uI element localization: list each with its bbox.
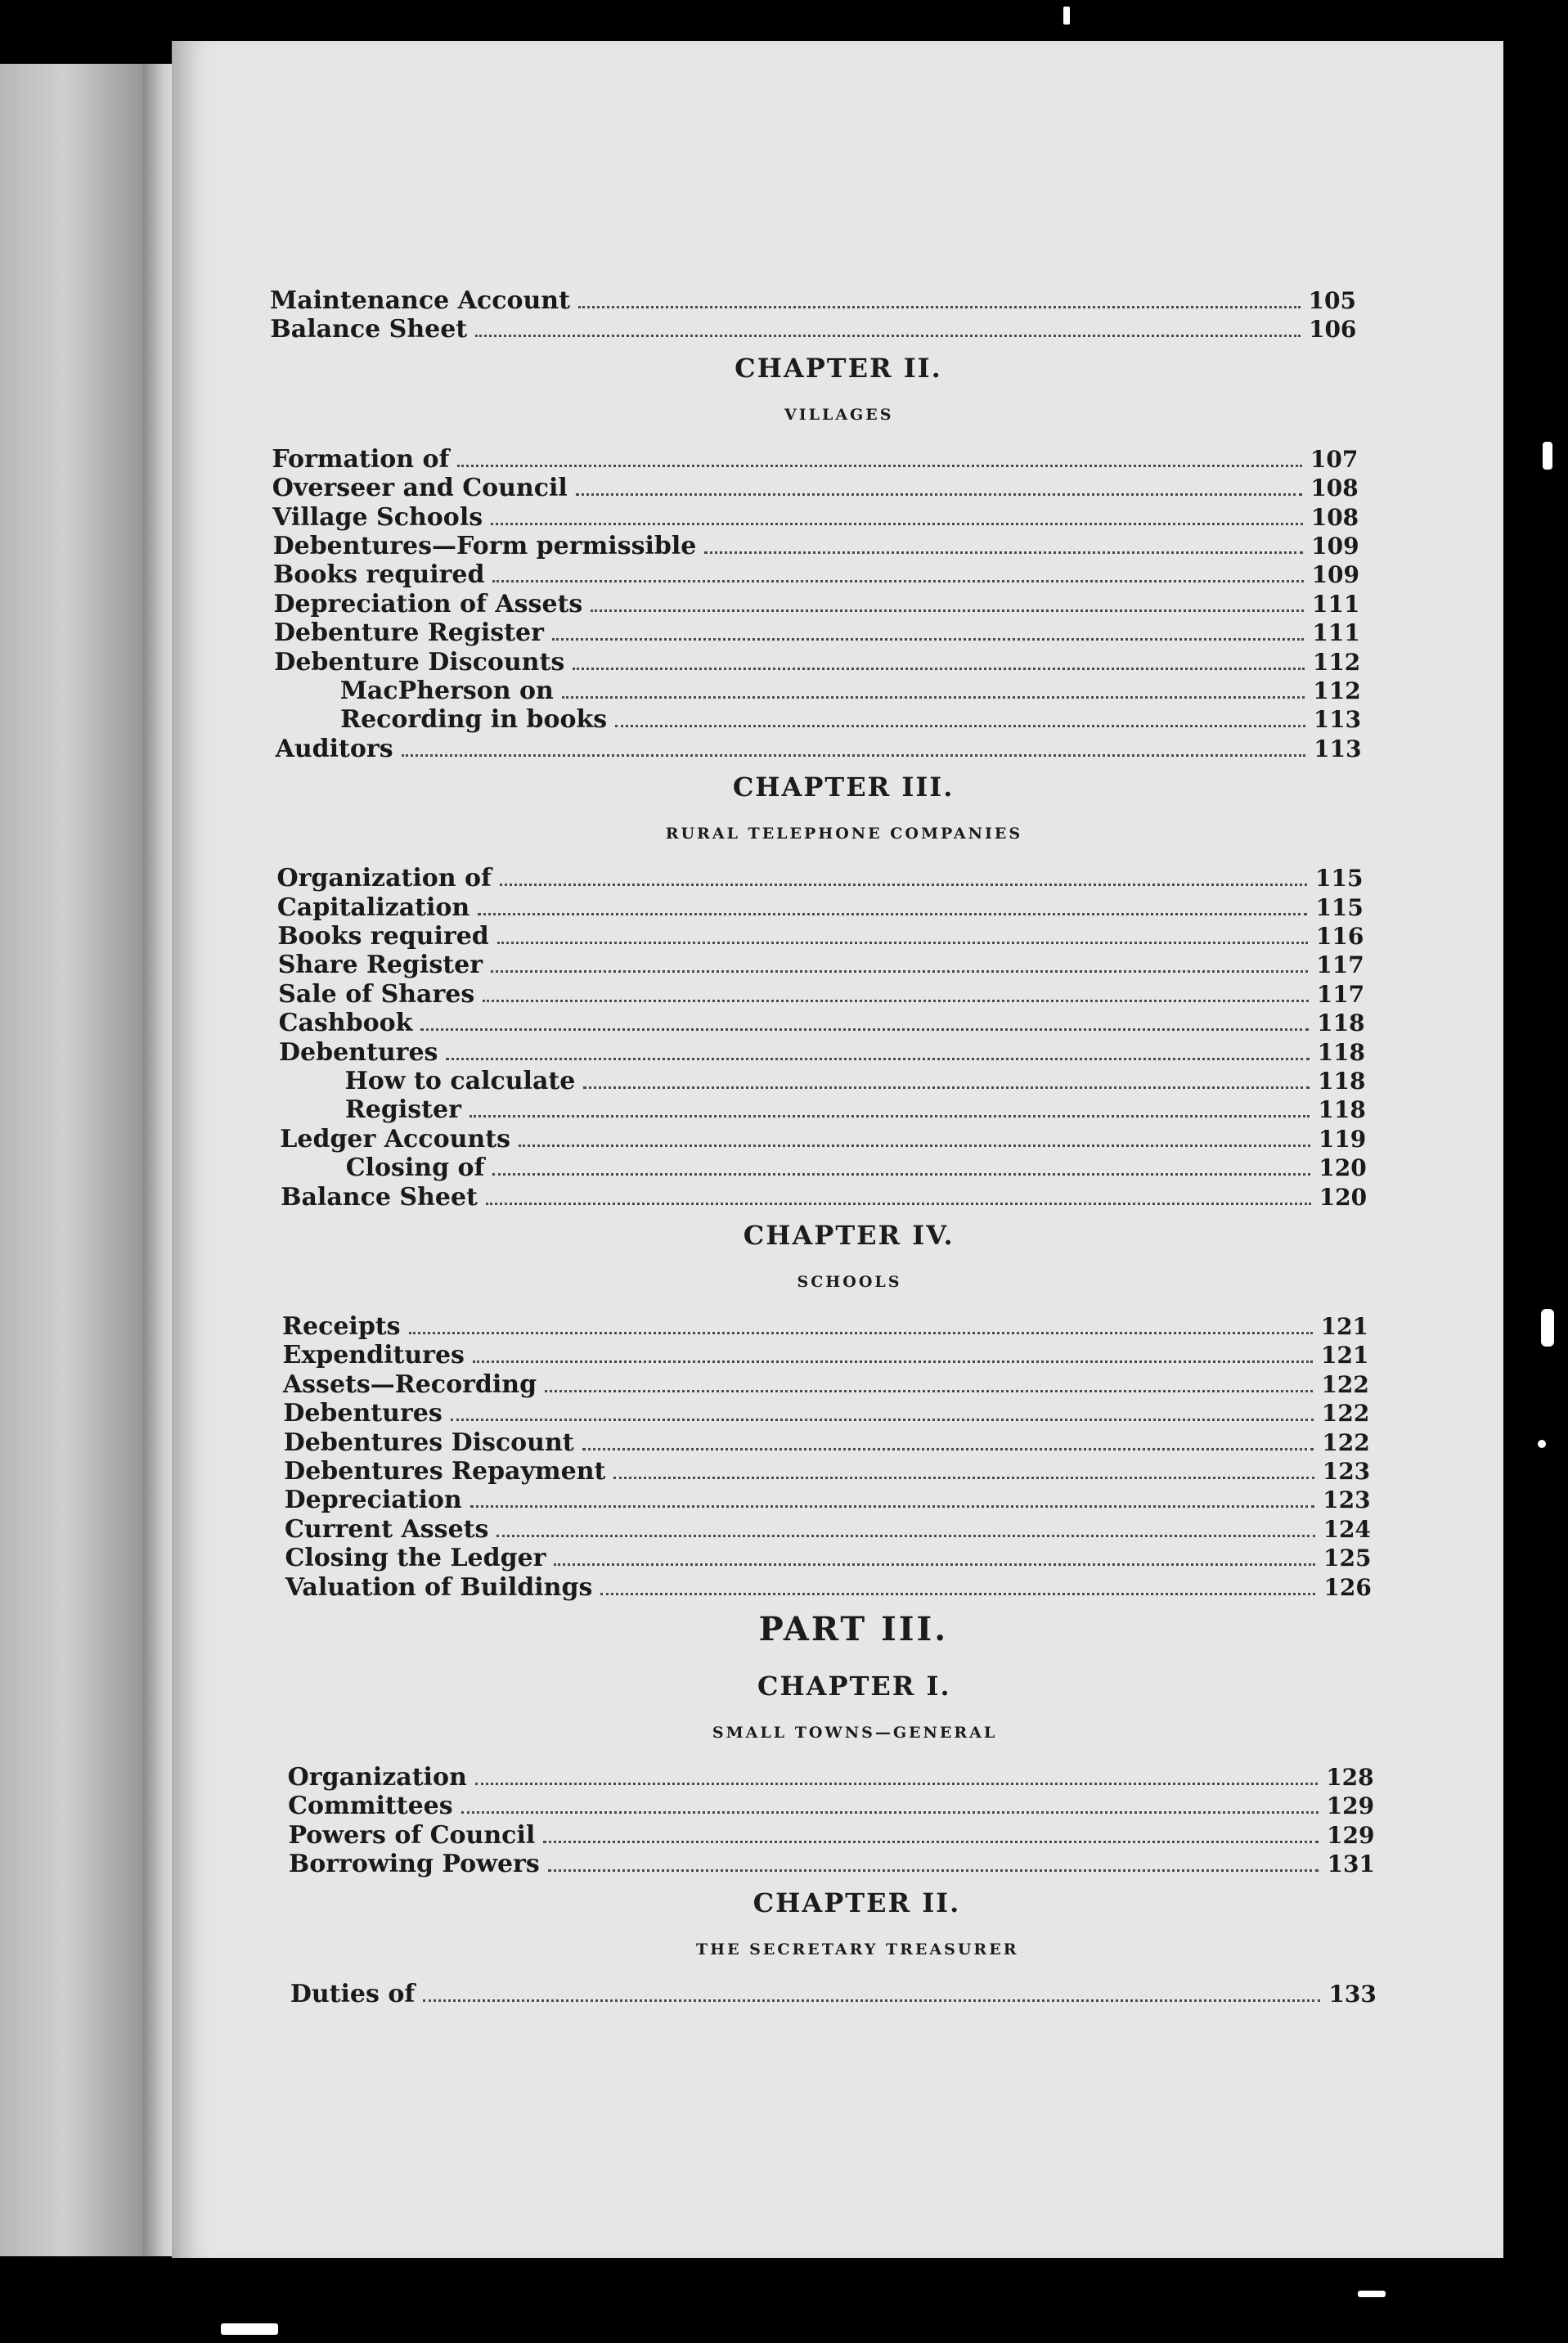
page-number: 122 xyxy=(1322,1428,1370,1456)
toc-entry-auditors xyxy=(276,735,1362,764)
toc-entry-debenture-register xyxy=(274,618,1360,648)
entry-title: Current Assets xyxy=(285,1514,489,1544)
page-number: 131 xyxy=(1327,1851,1375,1878)
dot-leader xyxy=(423,1999,1320,2002)
dot-leader xyxy=(475,1782,1318,1785)
toc-entry-receipts xyxy=(282,1312,1368,1342)
page-number: 126 xyxy=(1323,1573,1372,1601)
entry-title: Debentures Discount xyxy=(283,1428,574,1457)
section-subtitle: RURAL TELEPHONE COMPANIES xyxy=(665,825,1023,843)
entry-title: Debentures—Form permissible xyxy=(272,532,697,560)
entry-title: Receipts xyxy=(282,1312,401,1341)
chapter-heading: CHAPTER IV. xyxy=(743,1220,955,1251)
toc-entry-overseer-and-council xyxy=(272,474,1359,503)
toc-entry-debenture-discounts xyxy=(274,648,1360,677)
dot-leader xyxy=(545,1389,1313,1392)
toc-entry-ledger-accounts xyxy=(280,1125,1366,1154)
dot-leader xyxy=(548,1869,1319,1872)
page-number: 117 xyxy=(1316,951,1364,979)
page-number: 128 xyxy=(1326,1764,1374,1791)
dot-leader xyxy=(483,999,1308,1002)
toc-entry-depreciation xyxy=(285,1486,1371,1515)
toc-entry-powers-of-council xyxy=(289,1821,1375,1851)
chapter-heading: CHAPTER II. xyxy=(753,1887,961,1918)
page-number: 129 xyxy=(1327,1821,1375,1849)
page-number: 118 xyxy=(1317,1068,1366,1095)
toc-entry-macpherson-on xyxy=(340,677,1361,706)
section-subtitle: SMALL TOWNS—GENERAL xyxy=(712,1724,998,1742)
book-gutter xyxy=(143,64,176,2256)
entry-title: Cashbook xyxy=(278,1009,413,1038)
entry-title: Overseer and Council xyxy=(272,474,568,503)
toc-entry-debentures-repayment xyxy=(284,1457,1370,1486)
dot-leader xyxy=(492,1172,1310,1176)
dot-leader xyxy=(496,1534,1314,1537)
dot-leader xyxy=(451,1418,1314,1421)
page-number: 116 xyxy=(1315,923,1364,950)
entry-title: Share Register xyxy=(277,951,483,980)
dot-leader xyxy=(491,522,1303,525)
toc-entry-organization xyxy=(288,1763,1374,1792)
dot-leader xyxy=(576,492,1303,496)
toc-entry-capitalization xyxy=(277,893,1364,923)
toc-entry-balance-sheet xyxy=(281,1183,1367,1212)
table-of-contents xyxy=(172,41,1503,2258)
entry-title: Books required xyxy=(273,560,485,590)
toc-entry-formation-of xyxy=(272,445,1358,474)
dot-leader xyxy=(519,1144,1310,1147)
toc-entry-committees xyxy=(288,1792,1374,1821)
page-number: 118 xyxy=(1318,1096,1366,1124)
toc-entry-expenditures xyxy=(282,1341,1368,1370)
entry-title: Debentures xyxy=(279,1037,438,1067)
dot-leader xyxy=(446,1057,1309,1060)
page-number: 133 xyxy=(1328,1980,1377,2008)
dot-leader xyxy=(478,912,1307,915)
toc-entry-current-assets xyxy=(285,1515,1371,1545)
toc-entry-duties-of xyxy=(290,1980,1377,2009)
facing-page-edge xyxy=(0,64,164,2256)
dot-leader xyxy=(420,1028,1309,1031)
page-number: 122 xyxy=(1321,1370,1369,1398)
dot-leader xyxy=(582,1447,1314,1450)
toc-entry-debentures xyxy=(283,1399,1369,1428)
page-number: 108 xyxy=(1310,503,1359,531)
dot-leader xyxy=(583,1086,1310,1089)
dot-leader xyxy=(409,1331,1313,1334)
page-number: 117 xyxy=(1316,980,1365,1008)
entry-title: Books required xyxy=(277,922,489,951)
dot-leader xyxy=(500,883,1307,886)
page-number: 113 xyxy=(1313,706,1362,734)
entry-title: How to calculate xyxy=(344,1067,576,1095)
toc-entry-sale-of-shares xyxy=(278,980,1364,1010)
dot-leader xyxy=(573,667,1305,670)
section-subtitle: VILLAGES xyxy=(784,405,894,424)
entry-title: Debentures Repayment xyxy=(284,1457,606,1486)
page-number: 111 xyxy=(1311,590,1360,618)
page-number: 121 xyxy=(1320,1313,1369,1340)
section-subtitle: THE SECRETARY TREASURER xyxy=(695,1940,1019,1958)
toc-entry-borrowing-powers xyxy=(289,1850,1375,1879)
toc-entry-debentures-form-permissible xyxy=(273,532,1359,561)
toc-entry-register xyxy=(345,1095,1366,1125)
dot-leader xyxy=(497,941,1308,944)
entry-title: Village Schools xyxy=(272,502,483,532)
entry-title: Debentures xyxy=(283,1399,443,1428)
toc-entry-village-schools xyxy=(272,503,1359,533)
dot-leader xyxy=(543,1840,1319,1843)
dot-leader xyxy=(615,724,1305,727)
entry-title: Auditors xyxy=(275,734,393,763)
toc-entry-organization-of xyxy=(276,864,1363,893)
entry-title: Register xyxy=(344,1095,461,1125)
page-number: 118 xyxy=(1317,1038,1366,1066)
page-number: 115 xyxy=(1315,865,1364,893)
page-number: 112 xyxy=(1313,677,1361,704)
toc-entry-debentures xyxy=(279,1038,1365,1068)
entry-title: Powers of Council xyxy=(288,1820,536,1850)
chapter-heading: CHAPTER III. xyxy=(732,771,955,803)
page-number: 129 xyxy=(1326,1792,1375,1820)
dot-leader xyxy=(600,1592,1315,1595)
entry-title: Valuation of Buildings xyxy=(285,1572,593,1602)
part-heading: PART III. xyxy=(758,1610,949,1648)
toc-entry-debentures-discount xyxy=(284,1428,1370,1458)
entry-title: Closing the Ledger xyxy=(285,1544,546,1573)
entry-title: Expenditures xyxy=(282,1341,465,1370)
toc-entry-assets-recording xyxy=(283,1370,1369,1400)
page-number: 119 xyxy=(1318,1125,1367,1153)
toc-entry-closing-the-ledger xyxy=(285,1544,1371,1573)
page-number: 120 xyxy=(1319,1183,1368,1211)
entry-title: Debenture Register xyxy=(273,618,544,648)
page-number: 123 xyxy=(1322,1458,1371,1485)
entry-title: Depreciation of Assets xyxy=(273,589,583,618)
page-number: 111 xyxy=(1312,619,1360,647)
page-number: 120 xyxy=(1319,1154,1367,1182)
dot-leader xyxy=(402,753,1306,757)
dot-leader xyxy=(475,334,1301,337)
dot-leader xyxy=(470,1504,1314,1508)
entry-title: Debenture Discounts xyxy=(274,647,565,677)
section-subtitle: SCHOOLS xyxy=(797,1273,902,1291)
dot-leader xyxy=(613,1476,1314,1479)
page-number: 123 xyxy=(1323,1486,1371,1514)
entry-title: Balance Sheet xyxy=(281,1182,478,1212)
dot-leader xyxy=(562,695,1305,699)
toc-entry-books-required xyxy=(277,922,1364,951)
page-number: 118 xyxy=(1317,1010,1365,1037)
toc-entry-recording-in-books xyxy=(340,705,1361,735)
entry-title: Depreciation xyxy=(284,1486,462,1515)
entry-title: Organization xyxy=(287,1763,467,1792)
page-number: 112 xyxy=(1312,648,1361,676)
dot-leader xyxy=(704,551,1303,554)
page-number: 122 xyxy=(1321,1400,1370,1428)
entry-title: Balance Sheet xyxy=(270,315,468,344)
page-number: 105 xyxy=(1308,287,1356,314)
entry-title: Committees xyxy=(288,1792,453,1821)
page-number: 109 xyxy=(1311,533,1359,560)
dot-leader xyxy=(486,1202,1311,1205)
toc-entry-how-to-calculate xyxy=(344,1067,1365,1096)
entry-title: Assets—Recording xyxy=(282,1369,537,1399)
page-number: 113 xyxy=(1314,735,1362,762)
entry-title: Recording in books xyxy=(340,705,608,735)
toc-entry-maintenance-account xyxy=(270,286,1356,316)
dot-leader xyxy=(457,464,1301,467)
toc-entry-balance-sheet xyxy=(270,315,1356,344)
entry-title: MacPherson on xyxy=(339,677,554,705)
page-number: 109 xyxy=(1311,561,1360,589)
dot-leader xyxy=(578,305,1301,308)
page-number: 125 xyxy=(1323,1545,1372,1572)
entry-title: Capitalization xyxy=(276,893,470,922)
toc-entry-share-register xyxy=(278,951,1364,980)
entry-title: Formation of xyxy=(272,444,450,474)
dot-leader xyxy=(492,579,1303,582)
dot-leader xyxy=(473,1360,1313,1363)
toc-entry-valuation-of-buildings xyxy=(285,1573,1372,1603)
dot-leader xyxy=(554,1563,1315,1566)
page-number: 121 xyxy=(1321,1342,1369,1369)
dot-leader xyxy=(591,609,1304,612)
entry-title: Organization of xyxy=(276,864,492,893)
dot-leader xyxy=(461,1810,1319,1814)
dot-leader xyxy=(552,637,1305,641)
book-page xyxy=(172,41,1503,2258)
dot-leader xyxy=(491,969,1308,973)
entry-title: Sale of Shares xyxy=(278,979,475,1009)
page-number: 107 xyxy=(1310,445,1359,473)
toc-entry-books-required xyxy=(273,560,1359,590)
toc-entry-closing-of xyxy=(346,1154,1367,1183)
entry-title: Maintenance Account xyxy=(270,286,570,315)
page-number: 108 xyxy=(1310,474,1359,502)
toc-entry-depreciation-of-assets xyxy=(273,590,1359,619)
chapter-heading: CHAPTER II. xyxy=(735,352,942,384)
toc-entry-cashbook xyxy=(279,1009,1365,1038)
entry-title: Borrowing Powers xyxy=(288,1850,540,1879)
entry-title: Duties of xyxy=(290,1979,416,2008)
entry-title: Ledger Accounts xyxy=(280,1124,510,1154)
dot-leader xyxy=(470,1114,1310,1118)
chapter-heading: CHAPTER I. xyxy=(757,1671,951,1702)
page-number: 124 xyxy=(1323,1515,1372,1543)
page-number: 106 xyxy=(1308,316,1357,344)
page-number: 115 xyxy=(1315,893,1364,921)
entry-title: Closing of xyxy=(345,1154,485,1183)
